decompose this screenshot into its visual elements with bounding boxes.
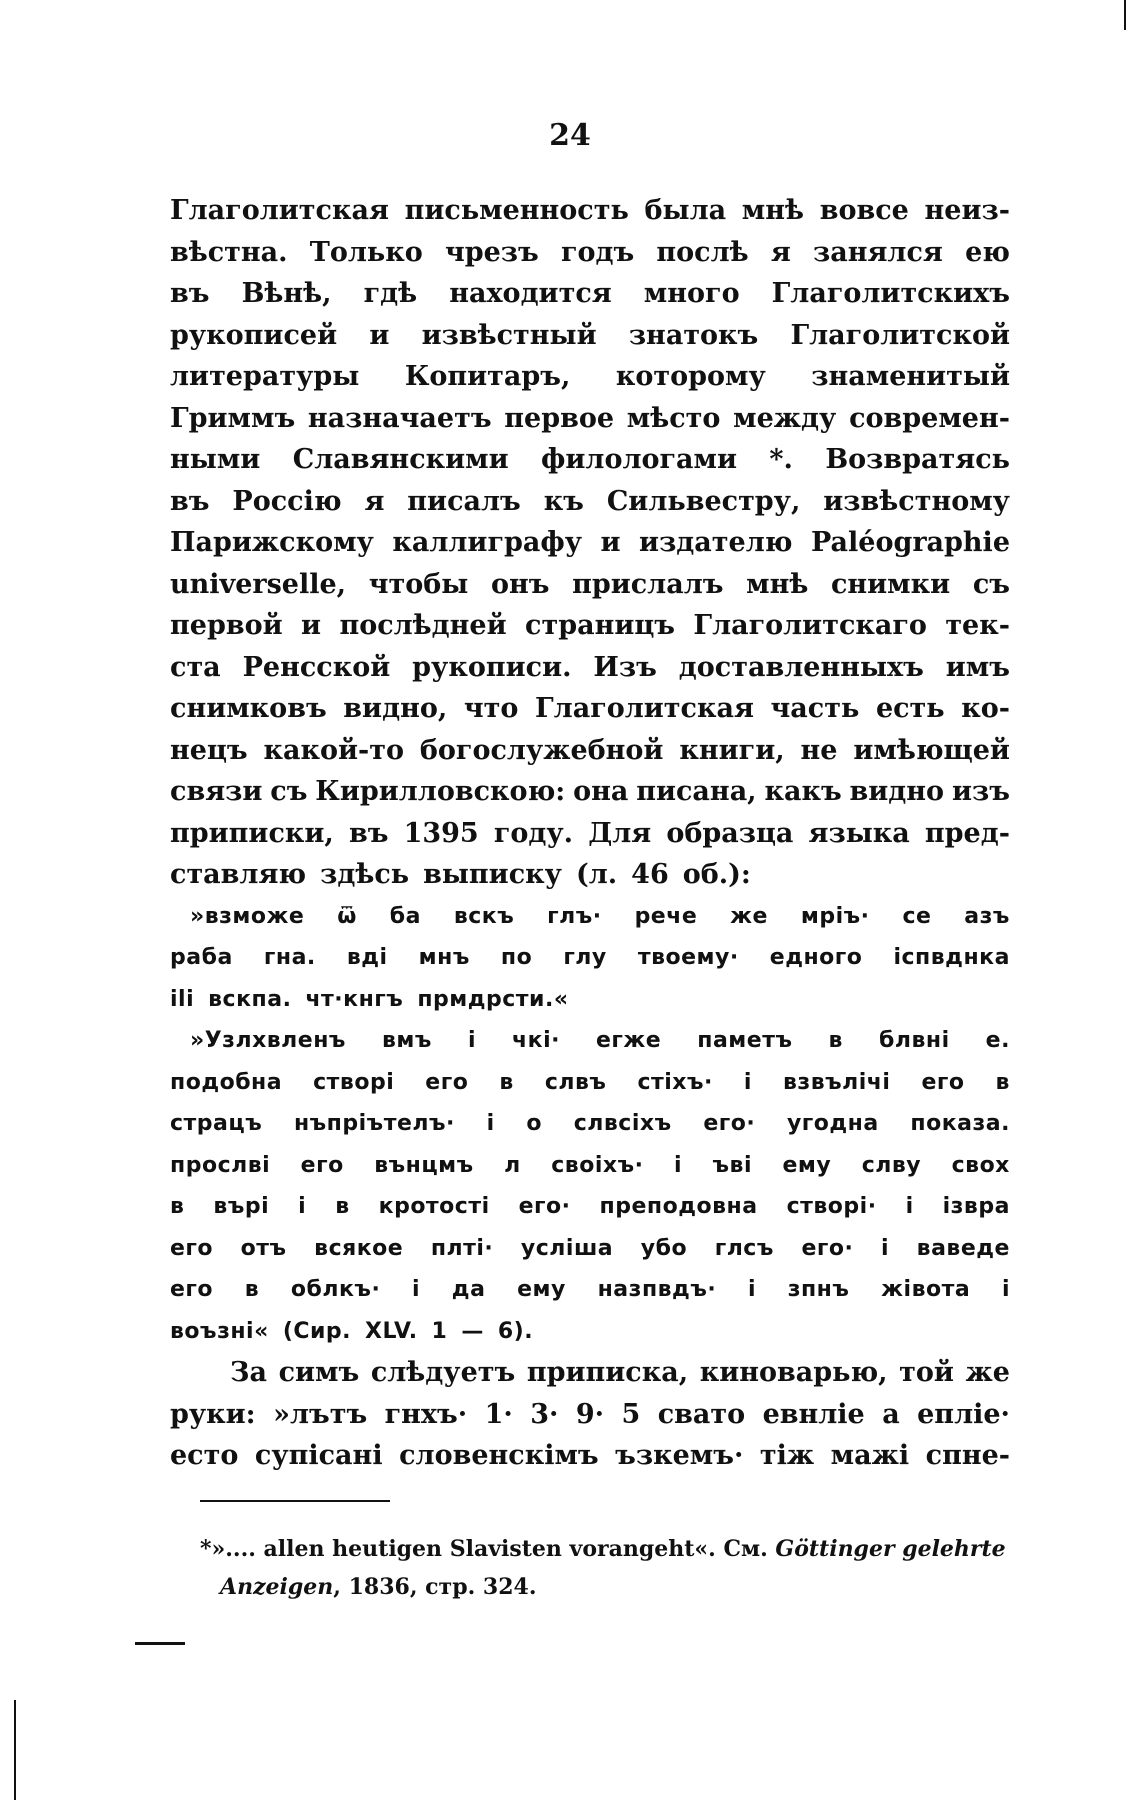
quote2-line: воъзнi« (Сир. XLV. 1 — 6). (170, 1318, 534, 1344)
quote1-line: раба гна. вдi мнъ по глу твоему· едного iспвднка (170, 945, 1010, 970)
scan-dash-mark (135, 1642, 185, 1645)
quote2-line: »Узлхвленъ вмъ i чкi· егже паметъ в блвнi е. (190, 1028, 1010, 1053)
body-line: Гриммъ назначаетъ первое мѣсто между современ- (170, 402, 1010, 434)
page-number: 24 (549, 118, 591, 153)
quote2-line: страцъ нъпрiътелъ· i о слвсiхъ его· угодна показа. (170, 1111, 1010, 1136)
footnote-line-2-text: , 1836, стр. 324. (333, 1574, 537, 1600)
quote-block-2 (170, 1020, 1010, 1352)
body-line: ста Ренсской рукописи. Изъ доставленныхъ имъ (170, 651, 1010, 683)
body-line: первой и послѣдней страницъ Глаголитскаго тек- (170, 610, 1010, 641)
scan-edge-mark-top (1124, 0, 1126, 30)
after-paragraph (170, 1352, 1010, 1477)
body-line: universelle, чтобы онъ прислалъ мнѣ снимки съ (170, 568, 1010, 600)
quote2-line: его в облкъ· i да ему назпвдъ· i зпнъ жiвота i (170, 1277, 1010, 1302)
footnote-line-2-italic: Anzeigen (220, 1574, 334, 1600)
body-line: снимковъ видно, что Глаголитская часть есть ко- (170, 693, 1010, 724)
main-text (170, 190, 1010, 1477)
footnote (200, 1530, 1020, 1606)
body-paragraph (170, 190, 1010, 896)
body-line: нецъ какой-то богослужебной книги, не имѣющей (170, 734, 1010, 766)
body-line: Парижскому каллиграфу и издателю Paléographie (170, 527, 1010, 558)
quote1-line: ili вскпа. чт·кнгъ прмдрсти.« (170, 986, 569, 1012)
scan-edge-mark-bottom (14, 1700, 16, 1800)
body-line: Глаголитская письменность была мнѣ вовсе неиз- (170, 195, 1010, 226)
quote2-line: подобна створi его в слвъ стiхъ· i взвълiчi его в (170, 1069, 1010, 1095)
quote2-line: в въpi i в кротостi его· преподовна створi· i iзвра (170, 1194, 1010, 1219)
after-line: руки: »лътъ гнхъ· 1· 3· 9· 5 свато евнлiе а еплiе· (170, 1398, 1010, 1430)
body-line: вѣстна. Только чрезъ годъ послѣ я занялся ею (170, 236, 1010, 268)
footnote-line-2 (200, 1568, 1020, 1606)
body-line: въ Вѣнѣ, гдѣ находится много Глаголитскихъ (170, 278, 1010, 309)
quote2-line: его отъ всякое плтi· услiша убо глсъ его· i ваведе (170, 1235, 1010, 1261)
footnote-line-1-text: *».... allen heutigen Slavisten vorangeht«. См. (200, 1536, 768, 1562)
footnote-line-1 (200, 1530, 1020, 1568)
body-line: въ Россію я писалъ къ Сильвестру, извѣстному (170, 485, 1010, 517)
quote2-line: прослвi его вънцмъ л своiхъ· i ъвi ему слву свох (170, 1152, 1010, 1178)
body-line: рукописей и извѣстный знатокъ Глаголитской (170, 319, 1010, 351)
after-line: есто супiсанi словенскiмъ ъзкемъ· тiж мажi спне- (170, 1440, 1010, 1471)
body-line: связи съ Кирилловскою: она писана, какъ видно изъ (170, 776, 1010, 807)
body-line: приписки, въ 1395 году. Для образца языка пред- (170, 817, 1010, 849)
body-line: ными Славянскими филологами *. Возвратясь (170, 444, 1010, 475)
quote-block-1 (170, 896, 1010, 1021)
body-line: литературы Копитаръ, которому знаменитый (170, 361, 1010, 392)
footnote-line-1-italic: Göttinger gelehrte (775, 1536, 1006, 1562)
footnote-rule (200, 1500, 390, 1502)
quote1-line: »взможе ѿ ба вскъ глъ· рече же мрiъ· се азъ (190, 903, 1010, 929)
after-line: За симъ слѣдуетъ приписка, киноварью, той же (230, 1357, 1010, 1388)
body-line: ставляю здѣсь выписку (л. 46 об.): (170, 859, 751, 890)
